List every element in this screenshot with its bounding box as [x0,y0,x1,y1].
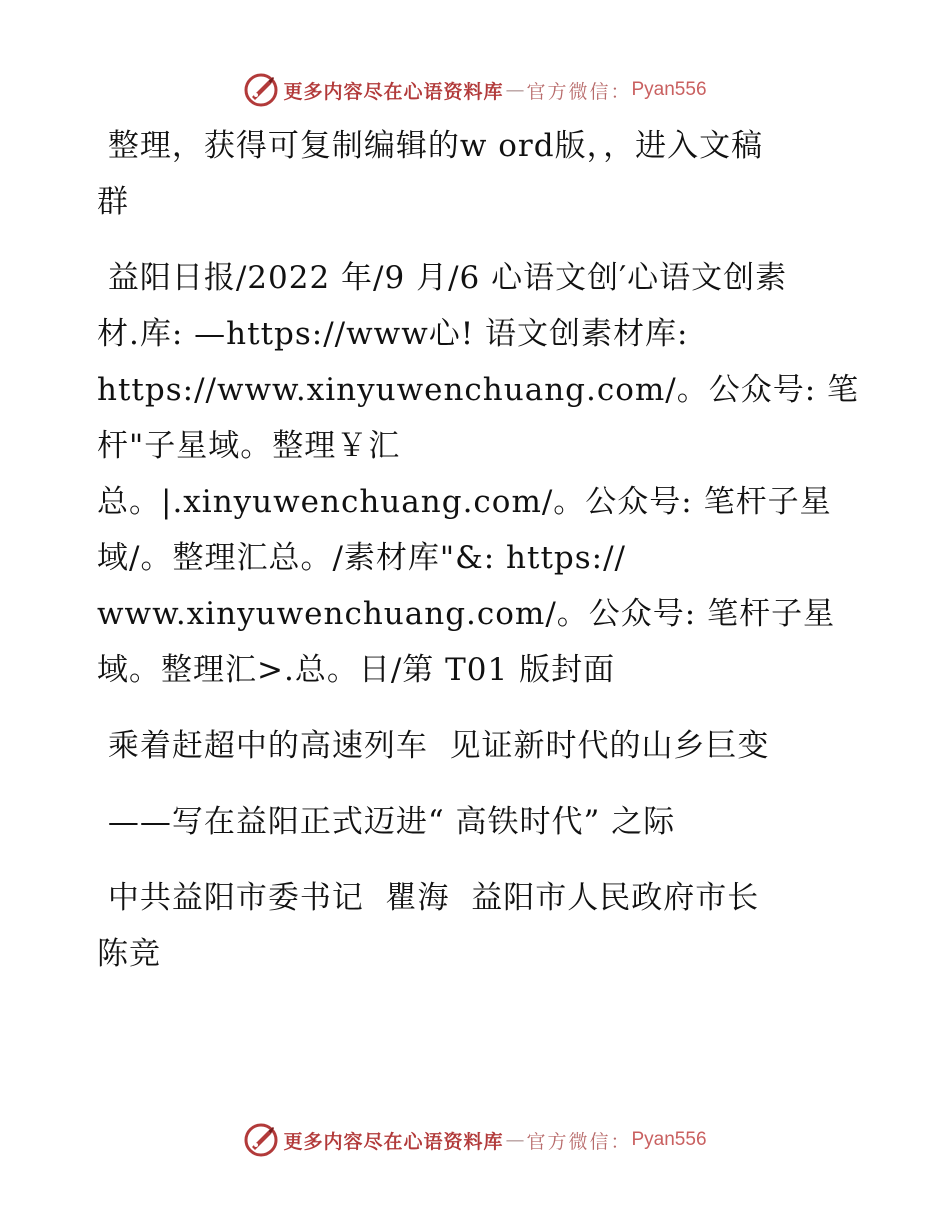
text-line: 陈竞 [97,936,161,972]
text-line: 材.库: —https://www心! 语文创素材库: [97,316,689,352]
brand-logo-icon [243,72,279,108]
article-byline [97,870,857,982]
paragraph-source [97,250,860,698]
text-line: ——写在益阳正式迈进“ 高铁时代” 之际 [97,804,676,840]
text-line: 益阳日报/2022 年/9 月/6 心语文创′心语文创素 [97,260,788,296]
article-title [97,718,857,774]
text-line: 中共益阳市委书记 瞿海 益阳市人民政府市长 [97,880,760,916]
paragraph-intro [97,118,857,230]
text-line: 域/。整理汇总。/素材库"&: https:// [97,540,627,576]
watermark-official-label: 官方微信： [526,80,632,103]
watermark-official-label: 官方微信： [526,1130,632,1153]
watermark-main-text: 更多内容尽在心语资料库 [283,1130,504,1153]
watermark-main-text: 更多内容尽在心语资料库 [283,80,504,103]
watermark-header [0,70,950,110]
text-line: 杆"子星域。整理￥汇 [97,428,401,464]
watermark-wechat-id: Pyan556 [631,79,707,100]
watermark-footer [0,1120,950,1160]
document-body [97,118,860,1002]
text-line: https://www.xinyuwenchuang.com/。公众号: 笔 [97,372,860,408]
article-subtitle [97,794,857,850]
watermark-separator: — [505,1129,525,1151]
text-line: 域。整理汇>.总。日/第 T01 版封面 [97,652,616,688]
text-line: 乘着赶超中的高速列车 见证新时代的山乡巨变 [97,728,770,764]
text-line: 整理，获得可复制编辑的w ord版，，进入文稿 [97,128,764,164]
brand-logo-icon [243,1122,279,1158]
watermark-wechat-id: Pyan556 [631,1129,707,1150]
watermark-separator: — [505,79,525,101]
text-line: www.xinyuwenchuang.com/。公众号: 笔杆子星 [97,596,836,632]
text-line: 群 [97,184,129,220]
text-line: 总。|.xinyuwenchuang.com/。公众号: 笔杆子星 [97,484,832,520]
